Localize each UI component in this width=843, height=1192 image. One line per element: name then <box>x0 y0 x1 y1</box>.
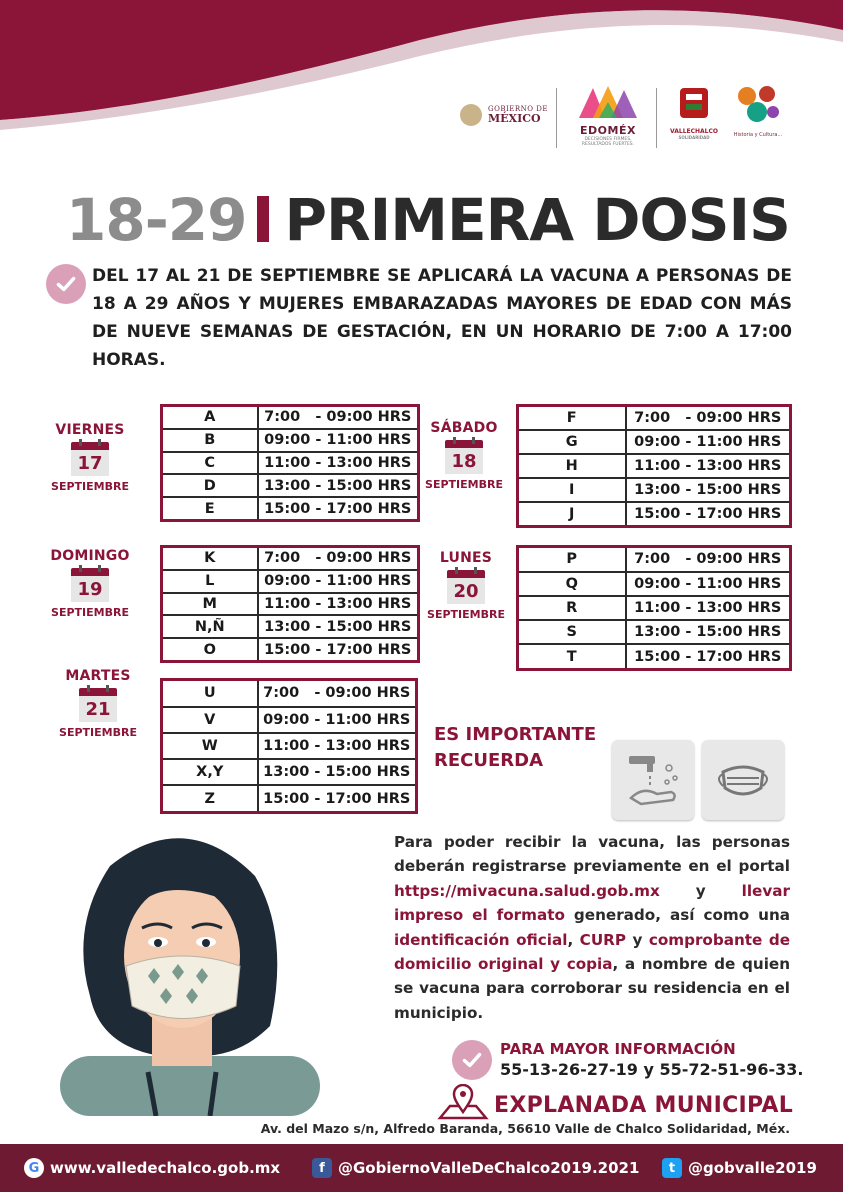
schedule-table-sunday <box>160 545 420 663</box>
check-icon <box>452 1040 492 1080</box>
surname-initial: K <box>162 547 258 570</box>
instr-part: y <box>659 881 742 900</box>
vallechalco-tag: SOLIDARIDAD <box>678 135 710 140</box>
surname-initial: Z <box>162 785 258 812</box>
logo-divider <box>556 88 557 148</box>
surname-initial: N,Ñ <box>162 615 258 638</box>
time-slot: 09:00 - 11:00 HRS <box>626 572 791 596</box>
important-reminder <box>434 722 596 774</box>
edomex-name: EDOMÉX <box>580 124 636 137</box>
table-row <box>162 406 419 429</box>
calendar-icon <box>447 570 485 604</box>
table-row <box>162 759 417 785</box>
venue-address: Av. del Mazo s/n, Alfredo Baranda, 56610 Valle de Chalco Solidaridad, Méx. <box>260 1121 790 1136</box>
table-row <box>518 454 791 478</box>
day-date: 18 <box>445 448 483 474</box>
registration-link[interactable]: https://mivacuna.salud.gob.mx <box>394 881 660 900</box>
vallechalco-emblem-icon <box>676 84 712 124</box>
instr-part: , <box>567 930 580 949</box>
important-line2: RECUERDA <box>434 750 544 771</box>
time-slot: 15:00 - 17:00 HRS <box>626 502 791 527</box>
instr-part: Para poder recibir la vacuna, las personas deberán registrarse previamente en el portal <box>394 833 790 876</box>
calendar-icon <box>79 688 117 722</box>
surname-initial: R <box>518 596 626 620</box>
table-row <box>162 615 419 638</box>
time-slot: 11:00 - 13:00 HRS <box>626 596 791 620</box>
edomex-tag1: DECISIONES FIRMES, <box>584 137 632 142</box>
surname-initial: E <box>162 497 258 520</box>
surname-initial: V <box>162 707 258 733</box>
facebook-icon: f <box>312 1158 332 1178</box>
time-slot: 11:00 - 13:00 HRS <box>258 593 419 616</box>
time-slot: 13:00 - 15:00 HRS <box>258 759 417 785</box>
day-date: 19 <box>71 576 109 602</box>
logos-row <box>460 84 790 156</box>
day-month: SEPTIEMBRE <box>427 608 505 621</box>
time-slot: 7:00 - 09:00 HRS <box>258 406 419 429</box>
table-row <box>162 707 417 733</box>
location-pin-icon <box>436 1084 490 1120</box>
day-month: SEPTIEMBRE <box>425 478 503 491</box>
surname-initial: X,Y <box>162 759 258 785</box>
instr-highlight: CURP <box>579 930 626 949</box>
intro-text: DEL 17 AL 21 DE SEPTIEMBRE SE APLICARÁ LA VACUNA A PERSONAS DE 18 A 29 AÑOS Y MUJERES EMBARAZADAS MAYORES DE EDAD CON MÁS DE NUEVE SEMANAS DE GESTACIÓN, EN UN HORARIO DE 7:00 A 17:00 HORAS. <box>92 266 792 370</box>
day-name: VIERNES <box>55 422 125 438</box>
surname-initial: O <box>162 638 258 661</box>
day-date: 20 <box>447 578 485 604</box>
time-slot: 7:00 - 09:00 HRS <box>626 406 791 431</box>
surname-initial: I <box>518 478 626 502</box>
table-row <box>162 497 419 520</box>
google-icon: G <box>24 1158 44 1178</box>
day-label-tuesday <box>48 668 148 739</box>
age-range: 18-29 <box>66 186 247 254</box>
edomex-tag2: RESULTADOS FUERTES. <box>581 142 635 148</box>
time-slot: 15:00 - 17:00 HRS <box>258 785 417 812</box>
calendar-icon <box>71 568 109 602</box>
surname-initial: A <box>162 406 258 429</box>
instr-highlight: llevar impreso el formato <box>394 881 790 925</box>
edomex-mark-icon <box>577 84 639 120</box>
time-slot: 7:00 - 09:00 HRS <box>258 680 417 707</box>
surname-initial: L <box>162 570 258 593</box>
instr-part: , a nombre de quien se vacuna para corroborar su residencia en el municipio. <box>394 955 791 1022</box>
day-name: LUNES <box>439 550 493 566</box>
day-month: SEPTIEMBRE <box>59 726 137 739</box>
footer-facebook-text: @GobiernoValleDeChalco2019.2021 <box>338 1159 640 1177</box>
footer-website-text: www.valledechalco.gob.mx <box>50 1159 281 1177</box>
day-name: DOMINGO <box>50 548 130 564</box>
footer-bar <box>0 1144 843 1192</box>
info-title: PARA MAYOR INFORMACIÓN <box>500 1040 736 1058</box>
surname-initial: T <box>518 644 626 669</box>
gears-icon <box>733 84 783 128</box>
footer-twitter-text: @gobvalle2019 <box>688 1159 817 1177</box>
surname-initial: M <box>162 593 258 616</box>
time-slot: 09:00 - 11:00 HRS <box>258 707 417 733</box>
table-row <box>162 733 417 759</box>
table-row <box>518 596 791 620</box>
day-date: 17 <box>71 450 109 476</box>
vallechalco-name: VALLECHALCO <box>669 128 719 135</box>
table-row <box>518 478 791 502</box>
schedule-table-saturday <box>516 404 792 528</box>
time-slot: 7:00 - 09:00 HRS <box>626 547 791 572</box>
vallechalco-logo <box>664 84 724 140</box>
day-label-saturday <box>414 420 514 491</box>
time-slot: 13:00 - 15:00 HRS <box>626 478 791 502</box>
surname-initial: S <box>518 620 626 644</box>
table-row <box>162 680 417 707</box>
day-label-monday <box>416 550 516 621</box>
time-slot: 13:00 - 15:00 HRS <box>258 474 419 497</box>
day-name: MARTES <box>65 668 131 684</box>
time-slot: 11:00 - 13:00 HRS <box>258 733 417 759</box>
day-date: 21 <box>79 696 117 722</box>
surname-initial: F <box>518 406 626 431</box>
surname-initial: G <box>518 430 626 454</box>
instr-highlight: identificación oficial <box>394 930 568 949</box>
table-row <box>162 474 419 497</box>
seal-icon <box>460 104 482 126</box>
check-icon <box>46 264 86 304</box>
day-label-sunday <box>40 548 140 619</box>
time-slot: 11:00 - 13:00 HRS <box>258 452 419 475</box>
surname-initial: J <box>518 502 626 527</box>
time-slot: 09:00 - 11:00 HRS <box>626 430 791 454</box>
logo-divider <box>656 88 657 148</box>
schedule-table-monday <box>516 545 792 671</box>
time-slot: 15:00 - 17:00 HRS <box>258 497 419 520</box>
twitter-icon: t <box>662 1158 682 1178</box>
table-row <box>162 638 419 661</box>
day-label-friday <box>40 422 140 493</box>
face-mask-icon <box>702 740 784 820</box>
calendar-icon <box>71 442 109 476</box>
historia-cultura-logo <box>726 84 790 138</box>
footer-website[interactable] <box>24 1158 280 1178</box>
table-row <box>162 785 417 812</box>
handwash-icon <box>612 740 694 820</box>
table-row <box>518 547 791 572</box>
table-row <box>518 430 791 454</box>
instr-part: y <box>625 930 649 949</box>
edomex-logo <box>568 84 648 148</box>
surname-initial: B <box>162 429 258 452</box>
day-month: SEPTIEMBRE <box>51 480 129 493</box>
time-slot: 11:00 - 13:00 HRS <box>626 454 791 478</box>
calendar-icon <box>445 440 483 474</box>
important-line1: ES IMPORTANTE <box>434 724 597 745</box>
day-name: SÁBADO <box>430 420 498 436</box>
time-slot: 09:00 - 11:00 HRS <box>258 429 419 452</box>
instr-part: generado, así como una <box>564 906 790 925</box>
surname-initial: P <box>518 547 626 572</box>
page-title <box>66 186 796 254</box>
dose-label: PRIMERA DOSIS <box>284 186 790 254</box>
table-row <box>162 570 419 593</box>
logo-gob-small-text: GOBIERNO DE <box>488 105 548 113</box>
table-row <box>518 620 791 644</box>
surname-initial: Q <box>518 572 626 596</box>
schedule-table-tuesday <box>160 678 418 814</box>
table-row <box>518 502 791 527</box>
venue-name: EXPLANADA MUNICIPAL <box>494 1093 794 1118</box>
historia-text: Historia y Cultura... <box>733 132 783 138</box>
instructions-text <box>394 830 790 1025</box>
title-separator <box>257 196 269 242</box>
table-row <box>518 406 791 431</box>
table-row <box>162 452 419 475</box>
gobierno-mexico-logo <box>460 104 548 126</box>
info-phones: 55-13-26-27-19 y 55-72-51-96-33. <box>500 1060 804 1079</box>
time-slot: 15:00 - 17:00 HRS <box>626 644 791 669</box>
time-slot: 09:00 - 11:00 HRS <box>258 570 419 593</box>
surname-initial: H <box>518 454 626 478</box>
surname-initial: U <box>162 680 258 707</box>
surname-initial: W <box>162 733 258 759</box>
schedule-table-friday <box>160 404 420 522</box>
woman-with-mask-illustration <box>40 826 330 1116</box>
table-row <box>162 593 419 616</box>
day-month: SEPTIEMBRE <box>51 606 129 619</box>
footer-twitter[interactable] <box>662 1158 817 1178</box>
logo-gob-big-text: MÉXICO <box>488 112 541 125</box>
instr-highlight: comprobante de domicilio original y copia <box>394 930 790 974</box>
table-row <box>162 429 419 452</box>
table-row <box>162 547 419 570</box>
time-slot: 13:00 - 15:00 HRS <box>626 620 791 644</box>
surname-initial: C <box>162 452 258 475</box>
footer-facebook[interactable] <box>312 1158 639 1178</box>
time-slot: 15:00 - 17:00 HRS <box>258 638 419 661</box>
table-row <box>518 644 791 669</box>
time-slot: 7:00 - 09:00 HRS <box>258 547 419 570</box>
table-row <box>518 572 791 596</box>
time-slot: 13:00 - 15:00 HRS <box>258 615 419 638</box>
surname-initial: D <box>162 474 258 497</box>
